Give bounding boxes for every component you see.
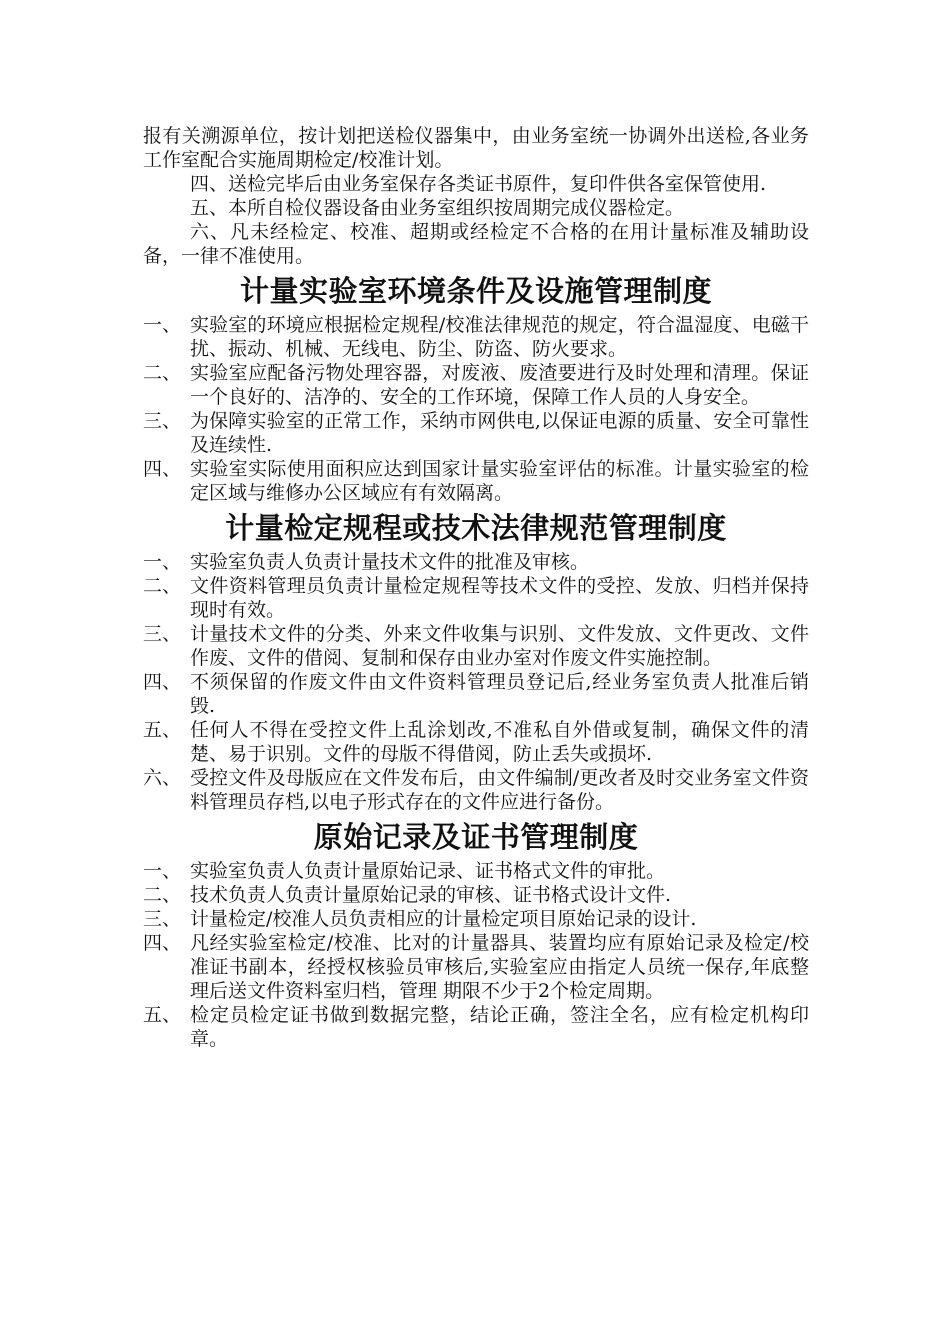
list-item [143,550,809,574]
item-text: 为保障实验室的正常工作，采纳市网供电,以保证电源的质量、安全可靠性及连续性. [190,410,809,456]
item-text: 不须保留的作废文件由文件资料管理员登记后,经业务室负责人批准后销毁. [190,671,809,717]
item-number: 二、 [143,884,182,906]
item-text: 实验室负责人负责计量原始记录、证书格式文件的审批。 [190,860,666,882]
item-number: 一、 [143,551,182,573]
list-item [143,574,809,622]
item-text: 实验室应配备污物处理容器，对废液、废渣要进行及时处理和清理。保证一个良好的、洁净的、安全的工作环境，保障工作人员的人身安全。 [190,362,809,408]
item-text: 计量检定/校准人员负责相应的计量检定项目原始记录的设计. [190,908,697,930]
item-text: 任何人不得在受控文件上乱涂划改,不准私自外借或复制，确保文件的清楚、易于识别。文件的母版不得借阅，防止丢失或损坏. [190,719,809,765]
list-item [143,859,809,883]
item-number: 六、 [143,767,182,789]
list-item [143,718,809,766]
section-records [143,818,809,1051]
list-item [143,457,809,505]
item-text: 受控文件及母版应在文件发布后，由文件编制/更改者及时交业务室文件资料管理员存档,以电子形式存在的文件应进行备份。 [190,767,809,813]
item-number: 四、 [143,458,182,480]
rule-list [143,859,809,1051]
item-number: 二、 [143,575,182,597]
intro-paragraph: 五、本所自检仪器设备由业务室组织按周期完成仪器检定。 [190,197,685,219]
section-title: 计量实验室环境条件及设施管理制度 [239,274,712,308]
list-item [143,907,809,931]
rule-list [143,550,809,814]
item-number: 四、 [143,932,182,954]
section-environment [143,272,809,505]
item-text: 实验室负责人负责计量技术文件的批准及审核。 [190,551,590,573]
list-item [143,931,809,1003]
intro-paragraph: 报有关溯源单位，按计划把送检仪器集中，由业务室统一协调外出送检,各业务工作室配合实施周期检定/校准计划。 [143,125,809,171]
list-item [143,622,809,670]
item-text: 实验室实际使用面积应达到国家计量实验室评估的标准。计量实验室的检定区域与维修办公区域应有有效隔离。 [190,458,809,504]
item-number: 五、 [143,719,182,741]
item-number: 一、 [143,860,182,882]
list-item [143,409,809,457]
item-number: 二、 [143,362,182,384]
item-number: 五、 [143,1004,182,1026]
item-number: 三、 [143,908,182,930]
item-number: 四、 [143,671,182,693]
list-item [143,883,809,907]
list-item [143,313,809,361]
intro-paragraph: 六、凡未经检定、校准、超期或经检定不合格的在用计量标准及辅助设备，一律不准使用。 [143,221,809,267]
item-text: 凡经实验室检定/校准、比对的计量器具、装置均应有原始记录及检定/校准证书副本，经授权核验员审核后,实验室应由指定人员统一保存,年底整理后送文件资料室归档，管理 期限不少于2个检定周期。 [190,932,809,1002]
item-text: 实验室的环境应根据检定规程/校准法律规范的规定，符合温湿度、电磁干扰、振动、机械、无线电、防尘、防盗、防火要求。 [190,314,809,360]
section-regulations [143,509,809,814]
list-item [143,766,809,814]
list-item [143,670,809,718]
list-item [143,1003,809,1051]
list-item [143,361,809,409]
item-number: 一、 [143,314,182,336]
rule-list [143,313,809,505]
item-text: 技术负责人负责计量原始记录的审核、证书格式设计文件. [190,884,672,906]
section-title: 原始记录及证书管理制度 [313,820,639,854]
item-number: 三、 [143,623,182,645]
item-text: 检定员检定证书做到数据完整，结论正确，签注全名，应有检定机构印章。 [190,1004,809,1050]
item-text: 计量技术文件的分类、外来文件收集与识别、文件发放、文件更改、文件作废、文件的借阅、复制和保存由业办室对作废文件实施控制。 [190,623,809,669]
intro-paragraph: 四、送检完毕后由业务室保存各类证书原件，复印件供各室保管使用. [190,173,767,195]
item-number: 三、 [143,410,182,432]
item-text: 文件资料管理员负责计量检定规程等技术文件的受控、发放、归档并保持现时有效。 [190,575,809,621]
document-page [143,124,809,1051]
section-title: 计量检定规程或技术法律规范管理制度 [225,511,727,545]
